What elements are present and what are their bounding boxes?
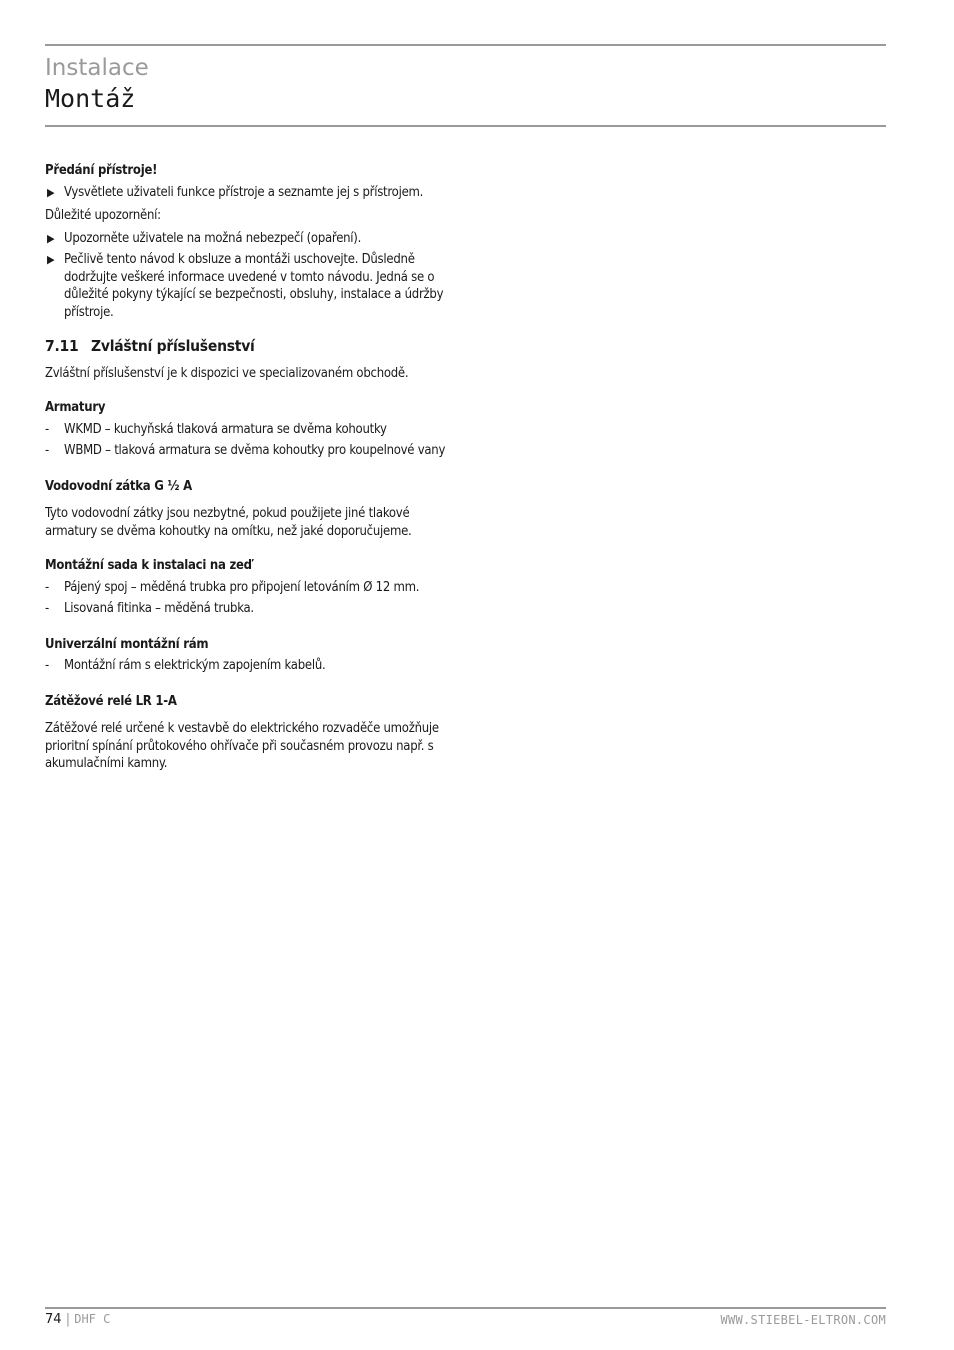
armatury-list bbox=[45, 421, 457, 460]
list-item-text: Pečlivě tento návod k obsluze a montáži uschovejte. Důsledně dodržujte veškeré informace uvedené v tomto návodu. Jedná se o důležité pokyny týkající se bezpečnosti, obsluhy, instalace a údržby přístroje. bbox=[64, 252, 444, 320]
dash-bullet-icon: - bbox=[45, 579, 49, 595]
footer-separator: | bbox=[65, 1312, 71, 1327]
list-item-text: Lisovaná fitinka – měděná trubka. bbox=[64, 601, 254, 616]
frame-heading: Univerzální montážní rám bbox=[45, 636, 209, 652]
section-label: Instalace bbox=[45, 55, 149, 81]
list-item bbox=[45, 230, 457, 248]
doc-name: DHF C bbox=[74, 1312, 111, 1326]
armatury-heading: Armatury bbox=[45, 400, 106, 415]
list-item-text: Vysvětlete uživateli funkce přístroje a seznamte jej s přístrojem. bbox=[64, 184, 424, 200]
website-link[interactable]: WWW.STIEBEL-ELTRON.COM bbox=[720, 1313, 886, 1327]
header-divider bbox=[45, 125, 886, 127]
handover-list bbox=[45, 184, 457, 202]
arrow-bullet-icon: ▶ bbox=[47, 185, 55, 199]
section-intro: Zvláštní příslušenství je k dispozici ve specializovaném obchodě. bbox=[45, 365, 409, 381]
section-title: Zvláštní příslušenství bbox=[91, 337, 255, 355]
page-title: Montáž bbox=[45, 84, 136, 113]
dash-bullet-icon: - bbox=[45, 658, 49, 673]
list-item bbox=[45, 579, 457, 597]
list-item bbox=[45, 442, 457, 460]
footer-rule bbox=[45, 1307, 886, 1309]
wall-kit-list bbox=[45, 579, 457, 618]
list-item bbox=[45, 421, 457, 439]
plugs-heading: Vodovodní zátka G ½ A bbox=[45, 478, 192, 494]
top-rule bbox=[45, 44, 886, 46]
handover-heading: Předání přístroje! bbox=[45, 163, 158, 178]
arrow-bullet-icon: ▶ bbox=[47, 231, 55, 245]
list-item-text: Pájený spoj – měděná trubka pro připojení letováním Ø 12 mm. bbox=[64, 579, 420, 595]
notice-list bbox=[45, 230, 457, 322]
list-item bbox=[45, 657, 457, 675]
main-column bbox=[45, 162, 457, 778]
list-item bbox=[45, 600, 457, 618]
dash-bullet-icon: - bbox=[45, 601, 49, 616]
list-item-text: Upozorněte uživatele na možná nebezpečí (opaření). bbox=[64, 230, 362, 246]
dash-bullet-icon: - bbox=[45, 443, 49, 458]
section-heading bbox=[45, 338, 457, 356]
relay-text: Zátěžové relé určené k vestavbě do elektrického rozvaděče umožňuje prioritní spínání průtokového ohřívače při současném provozu např. s akumulačními kamny. bbox=[45, 721, 439, 771]
arrow-bullet-icon: ▶ bbox=[47, 253, 55, 266]
footer-left bbox=[45, 1312, 110, 1327]
list-item bbox=[45, 184, 457, 202]
list-item-text: WKMD – kuchyňská tlaková armatura se dvěma kohoutky bbox=[64, 421, 387, 437]
dash-bullet-icon: - bbox=[45, 421, 49, 437]
plugs-text: Tyto vodovodní zátky jsou nezbytné, pokud použijete jiné tlakové armatury se dvěma kohoutky na omítku, než jaké doporučujeme. bbox=[45, 506, 412, 539]
relay-heading: Zátěžové relé LR 1-A bbox=[45, 693, 177, 709]
list-item bbox=[45, 251, 457, 321]
frame-list bbox=[45, 657, 457, 675]
wall-kit-heading: Montážní sada k instalaci na zeď bbox=[45, 558, 252, 573]
page-number: 74 bbox=[45, 1312, 62, 1327]
section-number: 7.11 bbox=[45, 337, 79, 355]
list-item-text: WBMD – tlaková armatura se dvěma kohoutky pro koupelnové vany bbox=[64, 443, 446, 458]
list-item-text: Montážní rám s elektrickým zapojením kabelů. bbox=[64, 658, 326, 673]
note-label: Důležité upozornění: bbox=[45, 208, 161, 223]
